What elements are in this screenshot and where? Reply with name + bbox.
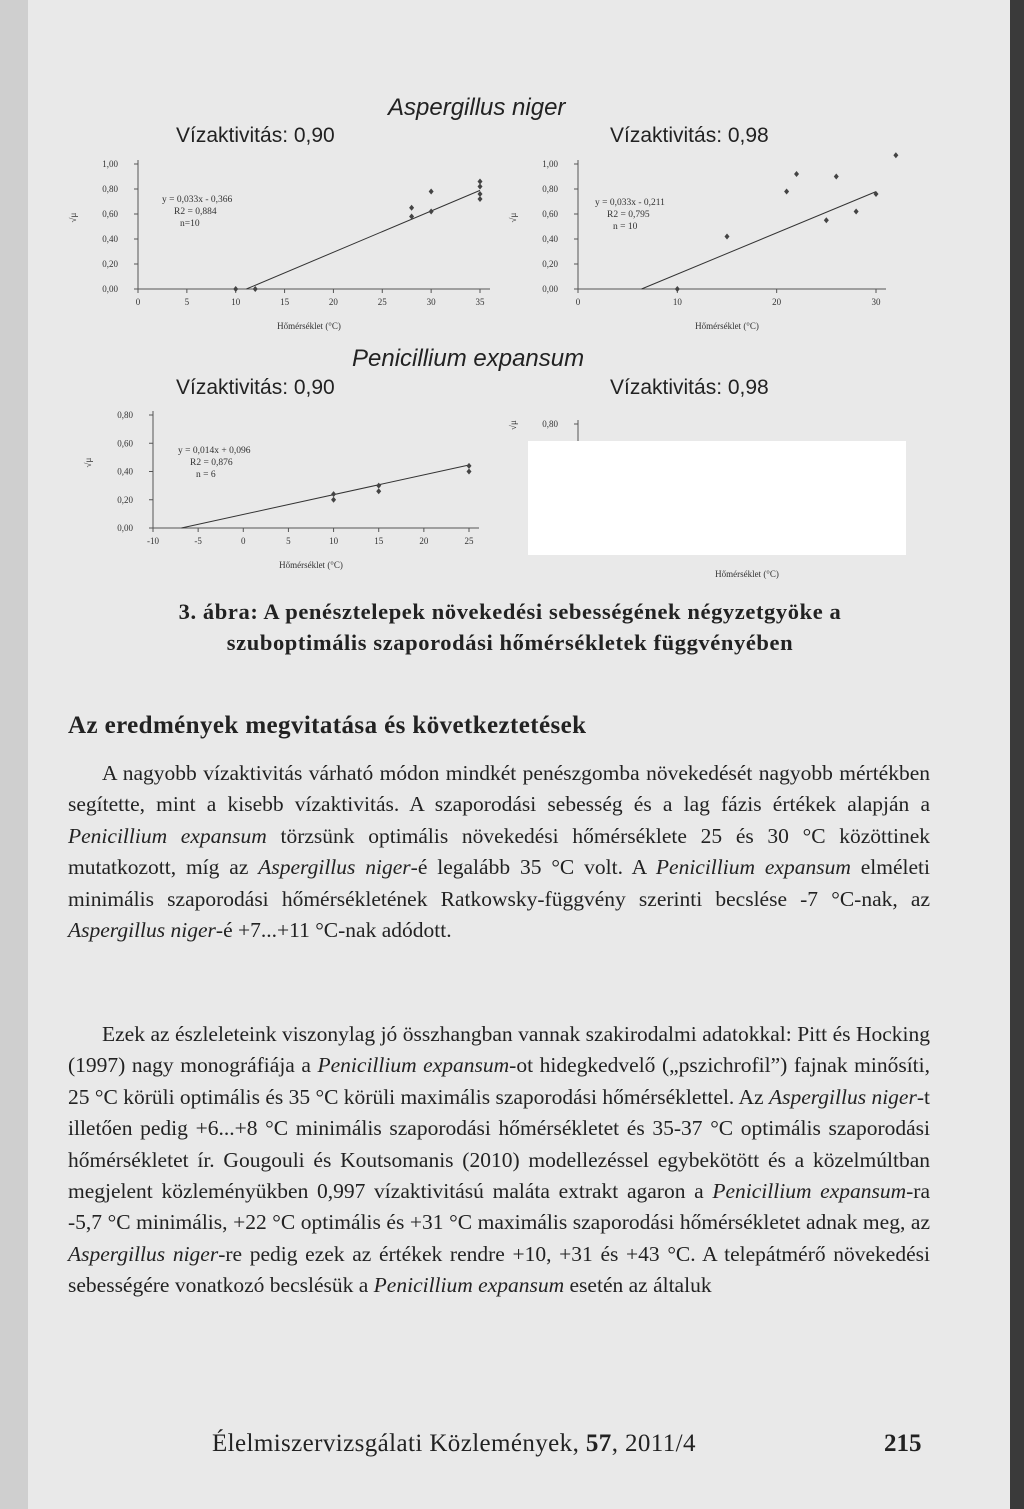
y-tick-label: 0,40 <box>102 234 118 244</box>
species-name: Penicillium expansum <box>317 1053 510 1078</box>
data-point <box>854 209 859 215</box>
y-tick-label: 0,60 <box>117 438 133 449</box>
regression-annotation: n = 6 <box>196 470 216 480</box>
species-name: Penicillium expansum <box>655 855 851 880</box>
x-tick-label: 10 <box>329 536 339 546</box>
x-tick-label: 0 <box>575 297 581 307</box>
data-point <box>893 152 898 158</box>
paragraph-run: elméleti minimális szaporodási hőmérsékletének Ratkowsky-függvény szerinti becslése -7 °C-nak, az <box>68 855 930 911</box>
data-point <box>824 217 829 223</box>
paragraph-run: -re pedig ezek az értékek rendre +10, +31 és +43 °C. A telepátmérő növekedési sebességére vonatkozó becslésük a <box>68 1241 930 1298</box>
x-tick-label: 15 <box>280 297 290 307</box>
y-tick-label: 0,20 <box>102 259 118 269</box>
paragraph-run: -ot hidegkedvelő („pszichrofil”) fajnak minősíti, 25 °C körüli optimális és 35 °C körüli maximális szaporodási hőmérséklettel. Az <box>68 1053 931 1109</box>
y-tick-label: 0,80 <box>117 410 133 420</box>
section-heading: Az eredmények megvitatása és következtetések <box>68 712 587 739</box>
data-point <box>725 234 730 240</box>
x-tick-label: 25 <box>377 297 387 307</box>
species-name: Penicillium expansum <box>712 1179 907 1204</box>
regression-annotation: n=10 <box>180 219 200 229</box>
y-axis-label: √μ <box>508 212 518 223</box>
data-point <box>784 189 789 195</box>
page-number: 215 <box>884 1430 922 1457</box>
x-tick-label: 10 <box>672 297 682 307</box>
x-axis-label: Hőmérséklet (°C) <box>279 560 343 570</box>
x-tick-label: -5 <box>194 536 202 546</box>
y-tick-label: 1,00 <box>542 159 558 169</box>
caption-line-2: szuboptimális szaporodási hőmérsékletek függvényében <box>226 630 794 655</box>
paragraph-run: -é +7...+11 °C-nak adódott. <box>215 918 452 943</box>
y-tick-label: 0,80 <box>102 184 118 194</box>
y-tick-label: 0,60 <box>542 209 558 219</box>
x-tick-label: 25 <box>464 536 474 546</box>
trend-line <box>642 192 876 289</box>
footer-journal-name: Élelmiszervizsgálati Közlemények, <box>212 1430 586 1457</box>
species-name: Aspergillus niger <box>768 1084 917 1109</box>
trend-line <box>181 465 469 528</box>
chart-title-an-098: Vízaktivitás: 0,98 <box>610 124 769 147</box>
data-point <box>409 205 414 211</box>
paragraph-run: -ra -5,7 °C minimális, +22 °C optimális és +31 °C maximális szaporodási hőmérsékletet adnak meg, az <box>68 1179 931 1235</box>
y-tick-label: 0,00 <box>542 284 558 294</box>
y-tick-label: 0,60 <box>102 209 118 219</box>
data-point <box>467 463 472 469</box>
y-tick-label: 0,00 <box>102 284 118 294</box>
species-name: Aspergillus niger <box>258 855 411 880</box>
paragraph-run: Ezek az észleleteink viszonylag jó összhangban vannak szakirodalmi adatokkal: Pitt és Hocking (1997) nagy monográfiája a <box>68 1022 930 1078</box>
species-name: Penicillium expansum <box>68 823 267 848</box>
data-point <box>331 497 336 503</box>
x-tick-label: 5 <box>184 297 190 307</box>
paragraph-1-text <box>68 758 930 946</box>
y-axis-label: √μ <box>508 420 518 430</box>
species-title-aspergillus: Aspergillus niger <box>388 94 566 121</box>
data-point <box>675 286 680 292</box>
paragraph-1 <box>68 758 930 946</box>
trend-line <box>246 190 480 289</box>
y-tick-label: 0,80 <box>542 184 558 194</box>
chart-title-an-090: Vízaktivitás: 0,90 <box>176 124 335 147</box>
regression-annotation: y = 0,033x - 0,366 <box>162 195 233 205</box>
x-tick-label: 15 <box>374 536 384 546</box>
x-tick-label: 20 <box>419 536 429 546</box>
x-tick-label: 20 <box>772 297 782 307</box>
x-tick-label: 0 <box>241 536 246 546</box>
chart-aspergillus-098 <box>500 150 920 340</box>
paragraph-run: esetén az általuk <box>564 1273 712 1298</box>
x-tick-label: 30 <box>871 297 881 307</box>
data-point <box>429 209 434 215</box>
x-axis-label: Hőmérséklet (°C) <box>277 321 341 331</box>
data-point <box>429 189 434 195</box>
x-tick-label: 20 <box>328 297 338 307</box>
page-right-edge <box>1010 0 1024 1509</box>
y-tick-label: 0,40 <box>117 466 133 477</box>
species-name: Aspergillus niger <box>68 1241 219 1266</box>
paragraph-run: -é legalább 35 °C volt. A <box>410 855 656 880</box>
chart-title-pe-090: Vízaktivitás: 0,90 <box>176 376 335 399</box>
species-name: Penicillium expansum <box>373 1273 565 1298</box>
x-tick-label: 35 <box>475 297 485 307</box>
regression-annotation: n = 10 <box>613 222 638 232</box>
x-tick-label: 30 <box>426 297 436 307</box>
x-axis-label: Hőmérséklet (°C) <box>715 569 779 579</box>
paragraph-run: A nagyobb vízaktivitás várható módon mindkét penészgomba növekedését nagyobb mértékben segítette, mint a kisebb vízaktivitás. A szaporodási sebesség és a lag fázis értékek alapján a <box>68 761 930 817</box>
caption-line-1: 3. ábra: A penésztelepek növekedési sebességének négyzetgyöke a <box>178 599 842 624</box>
data-point <box>478 179 483 185</box>
chart-title-pe-098: Vízaktivitás: 0,98 <box>610 376 769 399</box>
regression-annotation: y = 0,033x - 0,211 <box>595 198 665 208</box>
paragraph-2 <box>68 1019 930 1302</box>
paragraph-2-text <box>68 1019 930 1302</box>
data-point <box>794 171 799 177</box>
paragraph-run: törzsünk optimális növekedési hőmérséklete 25 és 30 °C közöttinek mutatkozott, míg az <box>68 823 930 880</box>
paragraph-run: -t illetően pedig +6...+8 °C minimális szaporodási hőmérsékletet és 35-37 °C optimális szaporodási hőmérsékletet ír. Gougouli és Koutsomanis (2010) modellezéssel egybekötött és a közelmúltban megjelent közleményükben 0,997 vízaktivitású maláta extrakt agaron a <box>68 1084 930 1204</box>
data-point <box>253 286 258 292</box>
regression-annotation: R2 = 0,795 <box>607 210 650 220</box>
data-point <box>331 491 336 497</box>
y-tick-label: 0,40 <box>542 234 558 244</box>
data-point <box>376 483 381 489</box>
page-left-edge <box>0 0 28 1509</box>
x-tick-label: -10 <box>147 536 159 546</box>
y-tick-label: 1,00 <box>102 159 118 169</box>
chart-penicillium-090 <box>50 400 510 580</box>
figure-caption <box>60 596 960 658</box>
redacted-area <box>528 441 906 555</box>
data-point <box>467 469 472 475</box>
x-tick-label: 10 <box>231 297 241 307</box>
x-tick-label: 5 <box>286 536 291 546</box>
regression-annotation: R2 = 0,884 <box>174 207 217 217</box>
y-tick-label: 0,20 <box>542 259 558 269</box>
y-tick-label: 0,00 <box>117 523 133 533</box>
x-tick-label: 0 <box>135 297 141 307</box>
chart-aspergillus-090 <box>50 150 510 340</box>
footer-volume: 57 <box>585 1430 612 1457</box>
data-point <box>478 191 483 197</box>
species-title-penicillium: Penicillium expansum <box>352 345 585 372</box>
data-point <box>834 174 839 180</box>
footer-issue: , 2011/4 <box>611 1430 696 1457</box>
regression-annotation: y = 0,014x + 0,096 <box>178 446 251 456</box>
y-tick-label: 0,80 <box>542 419 558 429</box>
regression-annotation: R2 = 0,876 <box>190 458 233 468</box>
data-point <box>233 286 238 292</box>
data-point <box>376 488 381 494</box>
footer-journal <box>212 1430 696 1458</box>
y-axis-label: √μ <box>83 457 93 468</box>
species-name: Aspergillus niger <box>68 918 216 943</box>
y-axis-label: √μ <box>68 212 78 223</box>
x-axis-label: Hőmérséklet (°C) <box>695 321 759 331</box>
y-tick-label: 0,20 <box>117 494 133 505</box>
